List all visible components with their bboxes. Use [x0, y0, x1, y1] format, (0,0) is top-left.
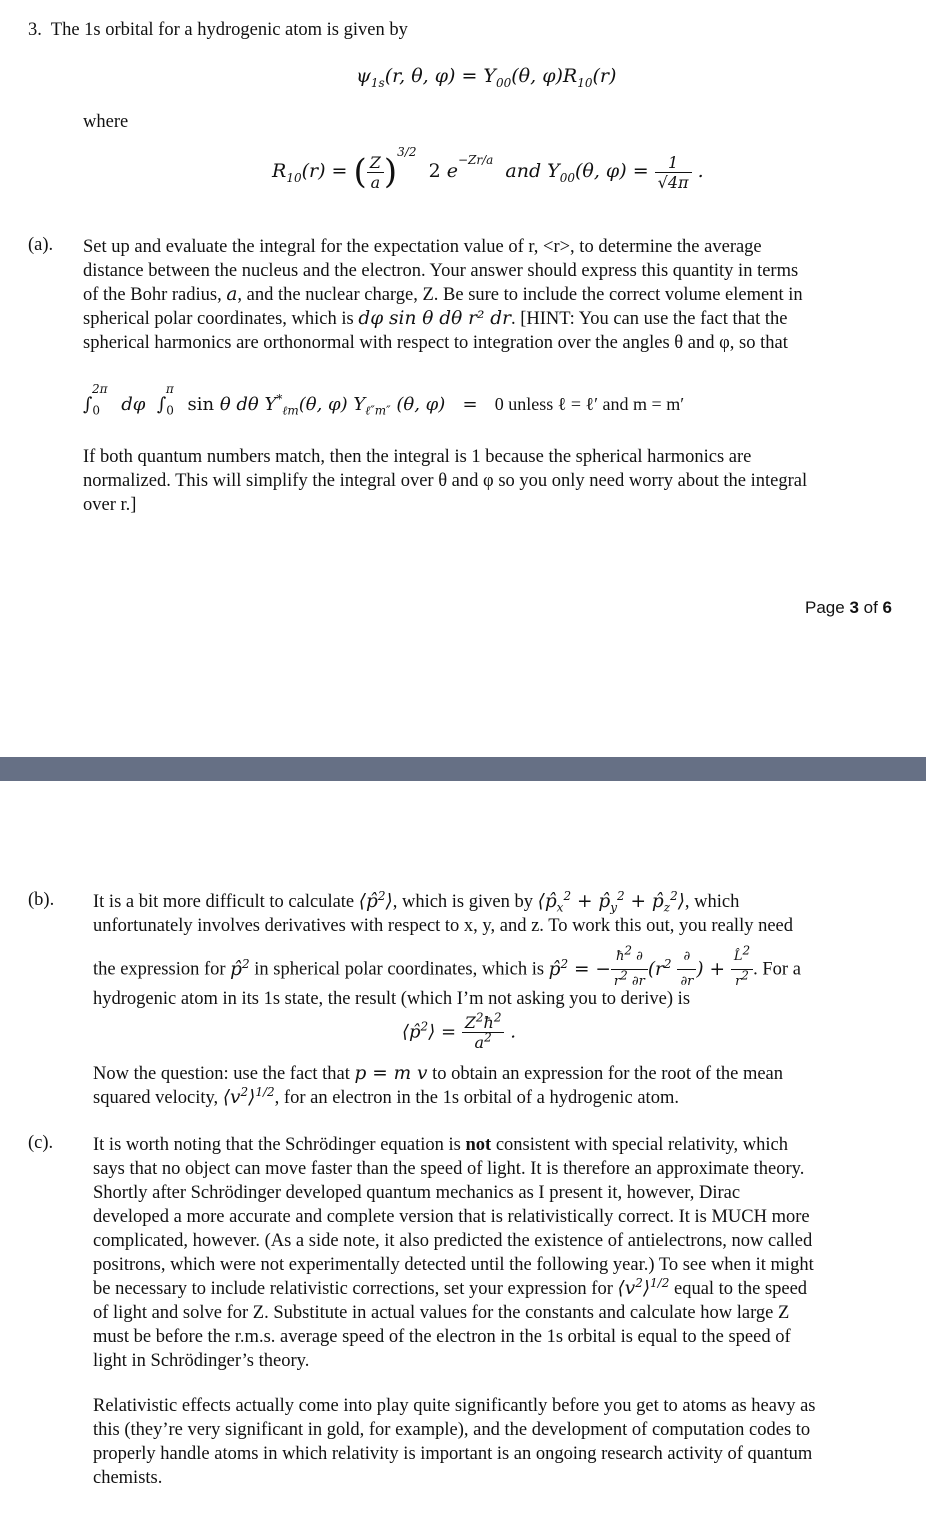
- p2-expectation-equation: ⟨p̂$^2$⟩ = $\frac{Z^2ħ^2}{a^2}$ .: [402, 1010, 516, 1052]
- part-a-line: spherical harmonics are orthonormal with respect to integration over the angles θ and φ, so that: [83, 333, 788, 353]
- part-a-line: over r.]: [83, 495, 137, 515]
- part-c-label: (c).: [28, 1133, 54, 1153]
- orthonormality-integral: $\int_0^{2\pi}$ dφ $\int_0^\pi$ sin θ dθ $Y^*_{\ell m}(\theta$, φ) $Y_{\ell''m''}$ (θ, φ) = 0 unless ℓ = ℓ′ and m = m′: [83, 382, 685, 418]
- part-c-line: chemists.: [93, 1468, 163, 1488]
- part-b-question: [93, 1062, 913, 1110]
- part-c-line: this (they’re very significant in gold, for example), and the development of computation codes to: [93, 1420, 811, 1440]
- part-c-line: developed a more accurate and complete version that is relativistically correct. It is MUCH more: [93, 1207, 810, 1227]
- part-c-line: must be before the r.m.s. average speed of the electron in the 1s orbital is equal to the speed of: [93, 1327, 791, 1347]
- part-c-line: be necessary to include relativistic corrections, set your expression for $⟨v^2⟩^{1/2}$ equal to the speed: [93, 1275, 808, 1299]
- psi-1s-equation: $\psi_{1s}(r$, θ, $\varphi) = Y_{00}(\theta$, $\varphi)R_{10}(r)$: [356, 65, 617, 90]
- part-a-line: spherical polar coordinates, which is dφ sin θ dθ r² dr. [HINT: You can use the fact that the: [83, 308, 788, 329]
- part-a-line: Set up and evaluate the integral for the expectation value of r, <r>, to determine the average: [83, 237, 762, 257]
- part-c-line: properly handle atoms in which relativity is important is an ongoing research activity of quantum: [93, 1444, 813, 1464]
- part-c-line: Shortly after Schrödinger developed quantum mechanics as I present it, however, Dirac: [93, 1183, 741, 1203]
- part-c-line: complicated, however. (As a side note, it also predicted the existence of antielectrons, now called: [93, 1231, 813, 1251]
- part-a-body: [83, 235, 913, 355]
- problem-number: 3.: [28, 20, 42, 40]
- part-a-hint-continuation: [83, 445, 913, 517]
- radial-and-angular-equation: $R_{10}(r)$ = ( $\frac{Z}{a}$ )$^{3/2}$ 2 $e^{-Zr/a}$ and $Y_{00}(\theta$, φ) = $\frac{1}{√4\pi}$ .: [272, 144, 704, 192]
- part-b-line: Now the question: use the fact that p = m v to obtain an expression for the root of the mean: [93, 1063, 784, 1084]
- part-a-line: normalized. This will simplify the integral over θ and φ so you only need worry about the integral: [83, 471, 808, 491]
- part-c-body: [93, 1133, 913, 1373]
- part-c-line: positrons, which were not experimentally detected until the following year.) To see when it might: [93, 1255, 814, 1275]
- part-c-line: light in Schrödinger’s theory.: [93, 1351, 310, 1371]
- part-b-p2-expression-line: the expression for p̂$^2$ in spherical polar coordinates, which is p̂$^2$ = − $\frac{ħ^2 \partial}{r^2 \partial r}$ ($r^2$ $\frac{\partial}{\partial r}$ ) + $\frac{L̂^2}{r^2}$ . For a: [93, 945, 913, 994]
- part-c-line: of light and solve for Z. Substitute in actual values for the constants and calculate how large Z: [93, 1303, 790, 1323]
- problem-intro-text: The 1s orbital for a hydrogenic atom is given by: [50, 20, 408, 40]
- part-b-line: hydrogenic atom in its 1s state, the result (which I’m not asking you to derive) is: [93, 989, 691, 1009]
- orthonormality-result: 0 unless ℓ = ℓ′ and m = m′: [494, 394, 685, 414]
- page-break-divider: [0, 757, 926, 781]
- page-number: Page 3 of 6: [805, 598, 892, 617]
- part-b-line: unfortunately involves derivatives with respect to x, y, and z. To work this out, you really need: [93, 916, 794, 936]
- part-a-label: (a).: [28, 235, 54, 255]
- part-c-line: It is worth noting that the Schrödinger equation is not consistent with special relativity, which: [93, 1135, 789, 1155]
- part-a-line: If both quantum numbers match, then the integral is 1 because the spherical harmonics are: [83, 447, 752, 467]
- relativistic-note: [93, 1394, 913, 1490]
- part-b-line: It is a bit more difficult to calculate ⟨p̂$^2$⟩, which is given by $⟨p̂_x^2$ + $p̂_y^2$ + $p̂_z^2⟩$, which: [93, 888, 740, 915]
- part-b-label: (b).: [28, 890, 55, 910]
- and-word: and: [505, 160, 542, 182]
- part-b-body: [93, 890, 913, 938]
- part-c-line: says that no object can move faster than the speed of light. It is therefore an approximate theory.: [93, 1159, 805, 1179]
- problem-intro: [28, 18, 408, 42]
- part-a-line: distance between the nucleus and the electron. Your answer should express this quantity in terms: [83, 261, 799, 281]
- part-b-line: squared velocity, $⟨v^2⟩^{1/2}$, for an electron in the 1s orbital of a hydrogenic atom.: [93, 1084, 679, 1108]
- part-c-line: Relativistic effects actually come into play quite significantly before you get to atoms as heavy as: [93, 1396, 816, 1416]
- where-label: where: [83, 112, 129, 132]
- part-a-line: of the Bohr radius, a, and the nuclear charge, Z. Be sure to include the correct volume element in: [83, 284, 803, 305]
